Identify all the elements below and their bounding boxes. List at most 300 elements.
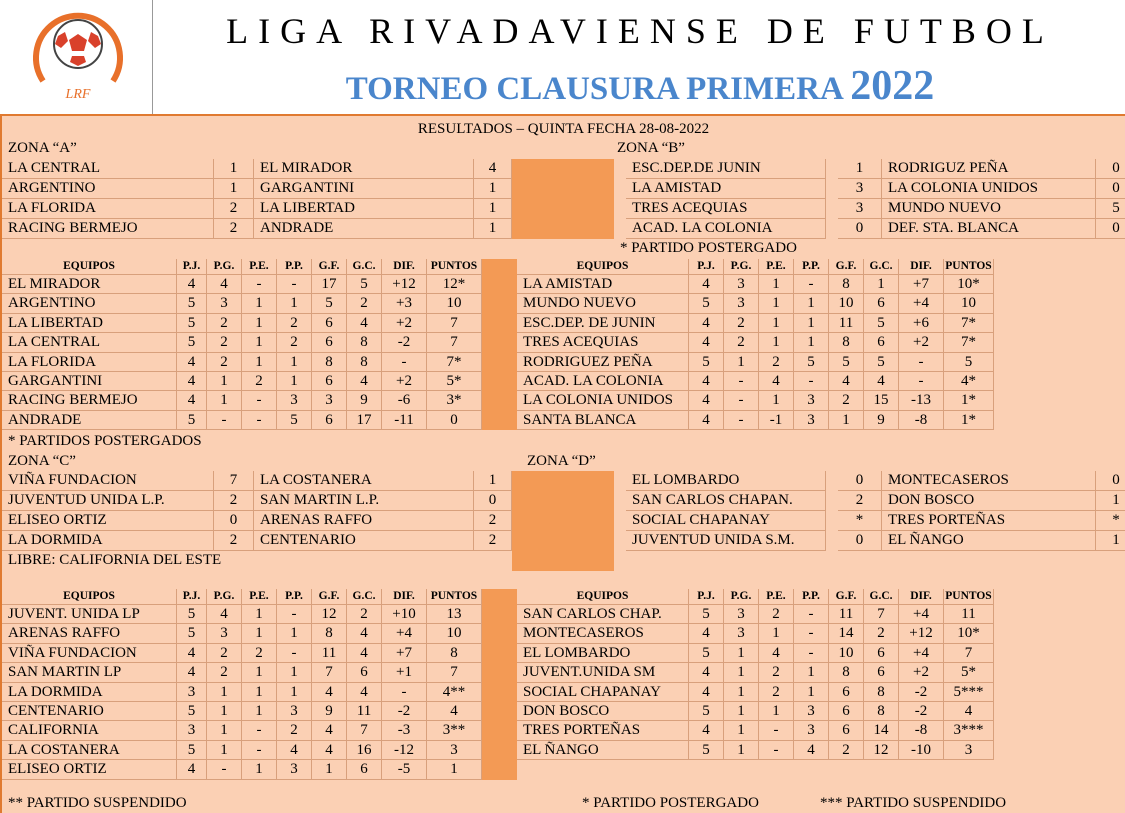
table-cell: 1	[724, 644, 759, 663]
table-cell: 17	[312, 275, 347, 294]
footer-row	[2, 794, 1125, 813]
table-cell: 1	[794, 683, 829, 702]
table-cell: 1	[794, 294, 829, 313]
table-header: G.F.	[829, 589, 864, 605]
table-header: P.E.	[759, 589, 794, 605]
table-cell: 11	[829, 605, 864, 624]
table-cell: 11	[829, 314, 864, 333]
table-cell: 3	[794, 391, 829, 410]
table-cell: EL LOMBARDO	[517, 644, 689, 663]
table-cell: 1	[724, 663, 759, 682]
table-cell: 8	[864, 683, 899, 702]
table-cell: 1	[242, 760, 277, 779]
table-cell: 5*	[427, 372, 482, 391]
table-cell: -2	[899, 702, 944, 721]
table-header: P.J.	[689, 259, 724, 275]
match-cell: 1	[474, 471, 512, 491]
match-cell: 2	[474, 531, 512, 551]
table-header: G.F.	[312, 589, 347, 605]
spacer-cell	[512, 511, 614, 531]
table-cell: 4	[347, 644, 382, 663]
table-cell: 7	[427, 314, 482, 333]
table-cell: 1	[207, 721, 242, 740]
subtitle-year: 2022	[850, 63, 935, 109]
table-cell: 1	[864, 275, 899, 294]
match-cell: TRES ACEQUIAS	[626, 199, 826, 219]
table-header: G.C.	[864, 589, 899, 605]
match-cell: LA DORMIDA	[2, 531, 214, 551]
table-cell: LA DORMIDA	[2, 683, 177, 702]
match-cell: 2	[214, 219, 254, 239]
table-cell: 1	[759, 275, 794, 294]
table-cell: -	[277, 275, 312, 294]
table-cell: 10	[829, 644, 864, 663]
table-cell: 2	[242, 644, 277, 663]
table-cell: 1	[242, 294, 277, 313]
table-cell: 4	[689, 391, 724, 410]
match-cell: 0	[838, 219, 882, 239]
spacer-cell	[482, 333, 517, 352]
match-cell: LA FLORIDA	[2, 199, 214, 219]
table-cell: 2	[207, 663, 242, 682]
match-cell: 5	[1096, 199, 1125, 219]
header	[0, 0, 1125, 116]
table-cell: 5	[864, 314, 899, 333]
table-cell: 5	[177, 702, 207, 721]
table-cell: 4	[759, 372, 794, 391]
spacer-cell	[512, 531, 614, 551]
table-cell: LA LIBERTAD	[2, 314, 177, 333]
match-cell: 0	[1096, 159, 1125, 179]
table-cell: 9	[312, 702, 347, 721]
table-cell: 2	[829, 391, 864, 410]
table-cell: 8	[864, 702, 899, 721]
table-cell: 4	[689, 624, 724, 643]
table-header: G.C.	[864, 259, 899, 275]
table-cell: 3	[724, 294, 759, 313]
spacer-cell	[512, 551, 614, 571]
match-cell: JUVENTUD UNIDA L.P.	[2, 491, 214, 511]
table-cell: 8	[427, 644, 482, 663]
table-cell: ESC.DEP. DE JUNIN	[517, 314, 689, 333]
table-cell: 2	[277, 333, 312, 352]
match-cell: ANDRADE	[254, 219, 474, 239]
table-cell: 5	[864, 353, 899, 372]
table-cell: 11	[312, 644, 347, 663]
spacer-cell	[512, 491, 614, 511]
spacer-cell	[482, 624, 517, 643]
table-cell: 4	[177, 663, 207, 682]
table-cell: 6	[864, 333, 899, 352]
table-header: PUNTOS	[427, 259, 482, 275]
table-cell: 6	[312, 411, 347, 430]
table-cell: LA FLORIDA	[2, 353, 177, 372]
match-cell: 1	[1096, 491, 1125, 511]
note-postponed-b: * PARTIDO POSTERGADO	[620, 240, 797, 256]
table-cell: 2	[759, 353, 794, 372]
match-cell: ELISEO ORTIZ	[2, 511, 214, 531]
table-cell: +10	[382, 605, 427, 624]
table-cell: 6	[312, 333, 347, 352]
table-header: EQUIPOS	[517, 259, 689, 275]
match-cell: 2	[474, 511, 512, 531]
note-postponed-d: * PARTIDO POSTERGADO	[582, 795, 759, 811]
table-cell: 6	[347, 760, 382, 779]
table-cell: 2	[724, 333, 759, 352]
subtitle-text: TORNEO CLAUSURA PRIMERA	[345, 71, 843, 107]
table-header: G.F.	[312, 259, 347, 275]
table-cell: RACING BERMEJO	[2, 391, 177, 410]
table-row	[2, 275, 1125, 294]
table-cell: 5	[177, 314, 207, 333]
match-cell: 1	[1096, 531, 1125, 551]
table-cell: ACAD. LA COLONIA	[517, 372, 689, 391]
table-cell: 2	[207, 333, 242, 352]
table-cell: 12*	[427, 275, 482, 294]
table-cell: 2	[724, 314, 759, 333]
table-cell: 4	[347, 372, 382, 391]
table-cell: 2	[207, 353, 242, 372]
table-cell: 1	[242, 353, 277, 372]
table-cell: 4	[864, 372, 899, 391]
table-cell: GARGANTINI	[2, 372, 177, 391]
table-cell: 3	[794, 721, 829, 740]
table-cell: 5	[794, 353, 829, 372]
table-cell: 14	[864, 721, 899, 740]
table-cell: 5	[177, 294, 207, 313]
table-cell: 13	[427, 605, 482, 624]
table-cell: 4	[427, 702, 482, 721]
table-row	[2, 702, 1125, 721]
table-cell: 1	[207, 391, 242, 410]
note-row-ab	[2, 432, 1125, 452]
table-cell: 2	[347, 605, 382, 624]
table-cell: 1	[759, 333, 794, 352]
table-cell: TRES ACEQUIAS	[517, 333, 689, 352]
table-header: DIF.	[382, 259, 427, 275]
spacer-cell	[482, 411, 517, 430]
match-cell: 1	[214, 179, 254, 199]
table-cell: 1	[242, 702, 277, 721]
table-cell: 4	[689, 663, 724, 682]
zone-label-row-ab	[2, 139, 1125, 159]
match-cell: SAN CARLOS CHAPAN.	[626, 491, 826, 511]
table-cell: 8	[829, 663, 864, 682]
table-row	[2, 760, 1125, 779]
table-cell: 5	[177, 624, 207, 643]
table-cell: 2	[207, 314, 242, 333]
table-cell: -8	[899, 721, 944, 740]
table-row	[2, 624, 1125, 643]
match-cell: CENTENARIO	[254, 531, 474, 551]
libre-row	[2, 551, 1125, 571]
table-cell: SAN CARLOS CHAP.	[517, 605, 689, 624]
match-row	[2, 159, 1125, 179]
table-cell: RODRIGUEZ PEÑA	[517, 353, 689, 372]
match-cell: 0	[1096, 471, 1125, 491]
table-cell: 1	[794, 663, 829, 682]
table-cell: 5	[177, 741, 207, 760]
table-cell: +2	[382, 372, 427, 391]
table-cell: 6	[312, 372, 347, 391]
table-cell: 4	[689, 372, 724, 391]
table-row	[2, 333, 1125, 352]
table-cell: 2	[277, 721, 312, 740]
zone-d-label: ZONA “D”	[527, 453, 596, 469]
table-cell: 6	[829, 683, 864, 702]
table-cell: 5	[689, 353, 724, 372]
table-cell: 1	[277, 294, 312, 313]
match-cell: EL MIRADOR	[254, 159, 474, 179]
spacer-cell	[512, 199, 614, 219]
table-cell: 5	[689, 741, 724, 760]
table-cell: 4	[207, 275, 242, 294]
table-cell: 4	[312, 683, 347, 702]
table-row	[2, 644, 1125, 663]
table-cell: 1	[207, 702, 242, 721]
match-cell: LA COSTANERA	[254, 471, 474, 491]
table-cell: 3	[427, 741, 482, 760]
table-header: P.E.	[242, 259, 277, 275]
table-header: P.G.	[724, 589, 759, 605]
match-cell: TRES PORTEÑAS	[882, 511, 1096, 531]
zone-label-row-cd	[2, 452, 1125, 472]
spacer-cell	[482, 259, 517, 275]
table-cell: 1	[724, 721, 759, 740]
table-header: P.J.	[689, 589, 724, 605]
table-header: PUNTOS	[944, 259, 994, 275]
table-cell: 5	[689, 294, 724, 313]
table-cell: -	[277, 605, 312, 624]
table-cell: 4	[207, 605, 242, 624]
table-header: P.P.	[277, 259, 312, 275]
table-cell: 1	[242, 314, 277, 333]
table-cell: 3*	[427, 391, 482, 410]
table-header: P.E.	[242, 589, 277, 605]
table-header: P.E.	[759, 259, 794, 275]
match-cell: 7	[214, 471, 254, 491]
table-cell: +4	[382, 624, 427, 643]
table-cell: JUVENT. UNIDA LP	[2, 605, 177, 624]
match-cell: *	[1096, 511, 1125, 531]
match-cell: 0	[474, 491, 512, 511]
table-cell: +1	[382, 663, 427, 682]
table-cell: -	[724, 372, 759, 391]
table-cell: 1	[277, 372, 312, 391]
table-cell: 7*	[944, 314, 994, 333]
table-header: P.G.	[207, 259, 242, 275]
table-cell: 3	[724, 275, 759, 294]
table-cell: 5*	[944, 663, 994, 682]
table-cell: -	[207, 760, 242, 779]
table-cell: -	[242, 721, 277, 740]
table-cell: -	[242, 391, 277, 410]
table-cell: 1	[207, 683, 242, 702]
table-cell: TRES PORTEÑAS	[517, 721, 689, 740]
match-cell: RACING BERMEJO	[2, 219, 214, 239]
table-row	[2, 411, 1125, 430]
table-header: EQUIPOS	[517, 589, 689, 605]
spacer-cell	[482, 372, 517, 391]
table-cell: +4	[899, 605, 944, 624]
table-cell: 4	[689, 683, 724, 702]
spacer-cell	[512, 471, 614, 491]
table-cell: 8	[312, 353, 347, 372]
table-cell: -10	[899, 741, 944, 760]
match-cell: EL ÑANGO	[882, 531, 1096, 551]
table-cell: 3	[794, 411, 829, 430]
table-header: G.C.	[347, 589, 382, 605]
spacer-cell	[482, 589, 517, 605]
table-cell: 4	[177, 644, 207, 663]
table-cell: -2	[382, 333, 427, 352]
table-cell: -	[207, 411, 242, 430]
table-cell: +2	[382, 314, 427, 333]
table-header: P.G.	[724, 259, 759, 275]
match-row	[2, 471, 1125, 491]
note-postponed-ab: * PARTIDOS POSTERGADOS	[8, 433, 202, 449]
table-header: P.J.	[177, 259, 207, 275]
table-cell: 8	[347, 353, 382, 372]
table-cell: 4	[689, 721, 724, 740]
table-row	[2, 683, 1125, 702]
table-cell: SAN MARTIN LP	[2, 663, 177, 682]
match-cell: 4	[474, 159, 512, 179]
table-cell: ARENAS RAFFO	[2, 624, 177, 643]
page-title: LIGA RIVADAVIENSE DE FUTBOL	[226, 11, 1054, 51]
match-cell: 1	[838, 159, 882, 179]
table-cell: -	[794, 372, 829, 391]
table-header: EQUIPOS	[2, 589, 177, 605]
table-cell: 2	[347, 294, 382, 313]
table-cell: 1	[829, 411, 864, 430]
table-header: P.P.	[794, 259, 829, 275]
table-cell: 3	[277, 702, 312, 721]
table-cell: 6	[829, 721, 864, 740]
table-cell: EL MIRADOR	[2, 275, 177, 294]
table-cell: 3	[312, 391, 347, 410]
zone-a-label: ZONA “A”	[8, 140, 77, 156]
table-cell: 4	[312, 741, 347, 760]
table-cell: 3	[207, 624, 242, 643]
table-cell: -6	[382, 391, 427, 410]
table-cell: 3	[724, 624, 759, 643]
table-cell: +12	[382, 275, 427, 294]
table-row	[2, 605, 1125, 624]
table-cell: -12	[382, 741, 427, 760]
table-cell: 10*	[944, 624, 994, 643]
libre-note: LIBRE: CALIFORNIA DEL ESTE	[8, 552, 222, 568]
table-cell: 10	[944, 294, 994, 313]
table-cell: MONTECASEROS	[517, 624, 689, 643]
table-cell: -	[899, 353, 944, 372]
table-cell: 4	[689, 333, 724, 352]
match-cell: DEF. STA. BLANCA	[882, 219, 1096, 239]
table-cell: 10	[829, 294, 864, 313]
spacer-cell	[482, 644, 517, 663]
match-cell: 2	[214, 491, 254, 511]
match-cell: SOCIAL CHAPANAY	[626, 511, 826, 531]
table-row	[2, 294, 1125, 313]
table-cell: 4	[347, 314, 382, 333]
table-cell: 4	[277, 741, 312, 760]
table-cell: 8	[347, 333, 382, 352]
table-cell: -	[242, 411, 277, 430]
match-cell: 0	[1096, 179, 1125, 199]
table-cell: 4	[829, 372, 864, 391]
table-header: PUNTOS	[944, 589, 994, 605]
table-row	[2, 741, 1125, 760]
table-cell: 3	[177, 721, 207, 740]
table-cell: 1	[794, 314, 829, 333]
table-cell: SANTA BLANCA	[517, 411, 689, 430]
match-cell: 0	[1096, 219, 1125, 239]
page-subtitle	[155, 62, 1125, 110]
table-cell: -5	[382, 760, 427, 779]
table-cell: EL ÑANGO	[517, 741, 689, 760]
table-cell: 7	[312, 663, 347, 682]
table-header: P.G.	[207, 589, 242, 605]
table-cell: -2	[899, 683, 944, 702]
match-cell: DON BOSCO	[882, 491, 1096, 511]
table-row	[2, 353, 1125, 372]
table-cell: 4	[944, 702, 994, 721]
table-cell: -11	[382, 411, 427, 430]
match-row	[2, 491, 1125, 511]
table-cell: 3	[944, 741, 994, 760]
match-cell: 2	[214, 531, 254, 551]
match-cell: 1	[474, 179, 512, 199]
table-cell: +2	[899, 663, 944, 682]
table-header: PUNTOS	[427, 589, 482, 605]
table-cell: 5	[829, 353, 864, 372]
spacer-cell	[482, 741, 517, 760]
match-cell: *	[838, 511, 882, 531]
table-header: DIF.	[382, 589, 427, 605]
table-cell: 3	[277, 391, 312, 410]
table-cell: 4	[177, 372, 207, 391]
table-row	[2, 391, 1125, 410]
table-row	[2, 721, 1125, 740]
match-cell: ESC.DEP.DE JUNIN	[626, 159, 826, 179]
table-cell: 5	[689, 605, 724, 624]
table-cell: 4	[177, 391, 207, 410]
table-cell: 14	[829, 624, 864, 643]
table-cell: -8	[899, 411, 944, 430]
table-cell: 11	[944, 605, 994, 624]
match-cell: 1	[474, 219, 512, 239]
results-title: RESULTADOS – QUINTA FECHA 28-08-2022	[417, 121, 710, 137]
table-cell: -	[242, 741, 277, 760]
table-header: G.C.	[347, 259, 382, 275]
table-cell: JUVENT.UNIDA SM	[517, 663, 689, 682]
table-row	[2, 314, 1125, 333]
match-cell: VIÑA FUNDACION	[2, 471, 214, 491]
table-cell: 2	[829, 741, 864, 760]
table-cell: 7	[944, 644, 994, 663]
spacer-cell	[482, 760, 517, 779]
table-cell: 1	[242, 605, 277, 624]
table-cell: 3	[207, 294, 242, 313]
table-cell: 7	[347, 721, 382, 740]
table-row	[2, 372, 1125, 391]
table-cell: 4	[347, 683, 382, 702]
zone-b-label: ZONA “B”	[617, 140, 685, 156]
table-cell: 1	[242, 333, 277, 352]
table-cell: 15	[864, 391, 899, 410]
table-cell: 7	[427, 663, 482, 682]
table-cell: 1*	[944, 411, 994, 430]
